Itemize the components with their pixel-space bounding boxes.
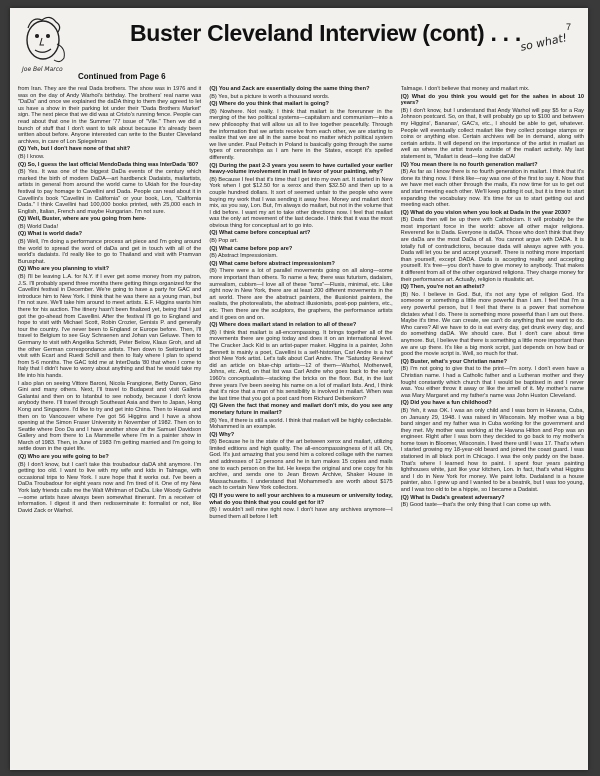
cartoon-face-logo bbox=[16, 14, 74, 86]
interview-answer: (B) I don't know, but I understand that Andy Warhol will pay $5 for a Ray Johnson postcard. So, on that, It will probably go up to $100 and between my Higgins', Bananas', GAC's, etc., I should be able to get, whatever. People will eventually collect mailart like they collect postage stamps or coins or anything else. Certain archives will be in demand, along with certain artists. It will depend on the importance of the artist in mailart as well as where the artist travels outside of the mailart activity. My last statement is, "Mailart is dead—long live daDA! bbox=[400, 107, 584, 160]
interview-answer: I also plan on seeing Vittore Baroni, Nicola Frangione, Betty Danon, Gino Gini and many others. Next, I'll travel to Budapest and visit Galleria Galantai and then on to Istanbul to see nobody, because I don't know anybody there. I'll travel through Southeast Asia and then to Japan, Hong Kong and Singapore. I'd like to try and get into China. Then to Hawaii and then on to Vancouver where I've got 56 Higgins and I have a show opening at the Simon Fraser University in November of 1982. Then on to Seattle where Doo Da and I have another show at the Samuel Davidson Gallery and from there to La Mammelle where I'm in a painter show in March of 1983. Then, in June of 1983 I'm getting married and I'm going to settle down in the quiet life. bbox=[18, 380, 202, 453]
title-dots: . . . bbox=[490, 20, 521, 46]
logo-signature: Joe Bel Marco bbox=[22, 66, 63, 73]
interview-question: (Q) Who are you wife going to be? bbox=[18, 454, 109, 461]
interview-question: (Q) If you were to sell your archives to a museum or university today, what do you think that you could get for it? bbox=[209, 493, 393, 506]
interview-answer: (B) No. I believe in God. But, it's not any type of religion God. It's someone or something a little more powerful than I am. I feel that I'm a very powerful person, but I feel that there is a power that somehow dictates what I do. There is something more powerful than I am out there. Maybe it's time. We can create, we can't do anything that we want to do. Who cares? All we have to do is eat every day, get drunk every day, and do something daDA. We should care. But I don't care about time anymore. But, I believe that there is something a little more important than we are up there. It's like a big monk script, just depends on how bad or good the movie script is. Well, so much for that. bbox=[400, 291, 584, 358]
interview-answer: (B) As far as I know there is no fourth generation in mailart. I think that it's done its thing now. I think like—ray was one of the first to say it. Now that we have met each other through the mails, it's now time for us to get out and start meeting each other. We'll keep putting it out, but it is time to start expanding the vocabulary now. It's time for us to start getting out and meeting each other. bbox=[400, 169, 584, 209]
interview-question: (Q) What came before pop are? bbox=[209, 245, 293, 252]
interview-answer: (B) Pop art. bbox=[209, 238, 238, 245]
interview-question: (Q) Given the fact that money and mailart don't mix, do you see any monetary future in mailart? bbox=[209, 403, 393, 416]
interview-answer: (B) Yes, but a picture is worth a thousand words. bbox=[209, 93, 330, 100]
column-1 bbox=[18, 86, 201, 762]
interview-answer: (B) World Dada! bbox=[18, 223, 58, 230]
column-3 bbox=[401, 86, 584, 762]
interview-answer: (B) I don't know, but I can't take this troubadour daDA shit anymore. I'm getting too old. I want to live with my wife and kids in Talmage, with occasional trips to New York. I sure hope that it works out. I've been a DaDa Troubadour for eight years now and I'm tired of it. One of my New York lady friends calls me the Walt Whitman of DaDa. Like Woody Guthrie—some artists have always been somewhat itinerant. I'm a receiver of information. I digest it and then redisseminate it: formalist or not, like David Zack or Warhol. bbox=[18, 461, 202, 514]
interview-question: (Q) So, I guess the last official MendoDada thing was InterDada '80? bbox=[18, 161, 199, 168]
interview-question: (Q) Who are you planning to visit? bbox=[18, 266, 110, 273]
interview-question: (Q) What do you vision when you look at Dada in the year 2030? bbox=[400, 209, 571, 216]
interview-question: (Q) What is world dada? bbox=[18, 231, 83, 238]
interview-answer: Talmage. I don't believe that money and mailart mix. bbox=[400, 86, 530, 92]
interview-answer: (B) I'll be leaving L.A. for N.Y. if I ever get some money from my patron, J.S. I'll probably spend three months there getting things organized for the Cavellini festival in December. We're going to have a party for GAC and introduce him to New York. I think that he was there as a young man, but I'm not sure. We'll take him around to meet artists. E.F. Higgins wants him there for his auction. The itinery hasn't been finalized yet, being that I just got the go-ahead from Cavellini. After the festival I'll go to England and hope to visit with Michael Scott, Robin Crozier, Genisis P. and generally tour the country. I've never been to England or Europe before. Then, I'll travel to Belgium to see Guy Schraenen and Johan van Geluwe. Then to Germany to visit with Angelika Schmidt, Peter Below, Klaus Groh, and all the other German correspondance artists. Then down to Switzerland to visit with Ecart and Ruedi Schill and then to Italy where I plan to spend from 5-6 months. The GAC told me at InterDada '80 that when I come to Italy that I didn't have to worry about anything and that he would take my life into his hands. bbox=[18, 274, 202, 379]
interview-question: (Q) Why? bbox=[209, 431, 235, 438]
interview-question: (Q) You mean there is no fourth generation mailart? bbox=[400, 161, 538, 168]
interview-answer: (B) Dada then will be up there with Catholicism. It will probably be the most important force in the world: above all other major religions. Reverend Ike is Dada. Everyone is daDA. Those who don't think that they are daDa are the most DaDa of all. You cannot argue with DADA. It is totally full of contradictions, because dada will always agree with you. Dada will let you be and accept yourself. There is nothing more important than yourself, except DADA. Dada is accepting reality and accepting yourself. It's free—you don't have to give money to anybody. That makes it different from all of the other organized religions. They charge money for their performance art. Actually, religion is ritualistic art. bbox=[400, 217, 584, 283]
interview-question: (Q) You and Zack are essentially doing the same thing then? bbox=[209, 86, 370, 92]
interview-answer: (B) Yeh, it was OK. I was an only child and I was born in Havana, Cuba, on January 29, 1948. I was raised in Wisconsin. My mother was a big band singer and my father was in Cuba working for the government and they met. My mother was working at the Havana Hilton and Pop was an engineer. Right after I was born they decided to go back to my mother's home town in Bloomer, Wisconsin. I lived there until I was 17. That's when I started growing my 18-year-old beard and joined the coast guard. I was stationed in all black port in Chicago. I was the only paddy on the base. That's where I learned how to paint. I spent four years painting lighthouses white, just like your kitchen, Lon. In fact, that's what Higgins and I do in New York for money. We paint lofts. Dadaland is a house painter, also. I grew up and I wanted to be a beatnik, but I was too young, and I was too old to be a hippie, so I became a Dadaist. bbox=[400, 407, 584, 494]
interview-question: (Q) Well, Buster, where are you going from here- bbox=[18, 216, 147, 223]
interview-answer: (B) Because I feel that it's time that I get into my own art. It started in New York when I got $12.50 for a xerox and then $32.50 and then up to a couple hundred dollars. It sort of seemed unfair to the people who were buying my work that I was sending it away free. Money and mailart don't mix, as you say, Lon. But, I'm always do mailart, but not in the volume that I did before. I want my art to take other directions now. I feel that mailart was the only art movement of the last decade. I think that it was the most obvious thing for conceptual art to go into. bbox=[209, 176, 393, 229]
interview-question: (Q) During the past 2-3 years you seem to have curtailed your earlier heavy-volume involvement in mail in favor of your painting, why? bbox=[209, 162, 393, 176]
interview-answer: (B) I think that mailart is all-encompassing. It brings together all of the movements there are going today and does it on an international level. The Cracker Jack Kid is an artist-paper maker. Higgins is a painter, John Bennett is mainly a poet, Cavellini is a self-historian, Carl Andre is a hot shot New York artist. Let's talk about Carl Andre. The "Saturday Review" did an article on blue-chip artists—12 of them—Warhol, Motherwell, Johns, etc. And, on that list was Carl Andre who goes back to the early 1960's conceptualists—stacking the bricks on the floor. But, in the last three years I've been seeing his name on a lot of mailart lists. And, I think that it's nice that a man of his sensibility is involved in mailart. When was the last time that you got a post card from Richard Deibenkorn? bbox=[209, 329, 393, 402]
interview-question: (Q) Where does mailart stand in relation to all of these? bbox=[209, 322, 357, 329]
interview-question: (Q) Yeh, but I don't have none of that shit? bbox=[18, 146, 131, 153]
interview-answer: (B) Yes, if there is still a world. I think that mailart will be highly collectable. Mohammed is an example. bbox=[209, 417, 393, 431]
interview-answer: (B) I'm not going to give that to the print—I'm sorry. I don't even have a Christian name. I had a Catholic father and a Lutheran mother and they fought constantly which church that I would be baptised in and I never was. You either throw it away or like the smell of it. My mother's name was Mary Margaret and my father's name was John Huston Cleveland. bbox=[400, 366, 584, 399]
magazine-page bbox=[10, 8, 588, 770]
interview-answer: (B) I know. bbox=[18, 153, 45, 160]
handwritten-scribble: so what! bbox=[519, 31, 569, 54]
interview-question: (Q) Where do you think that mailart is going? bbox=[209, 101, 329, 108]
interview-answer: (B) Good taste—that's the only thing that I can come up with. bbox=[400, 502, 552, 509]
interview-answer: (B) Because he is the state of the art between xerox and mailart, utilizing limited editions and high quality. The all-encompassingness of it all. Oh, God. It's just amazing that you send him a colored collage with the names and addresses of 12 persons and he in turn makes 15 copies and mails one to each person on the list. He keeps the original and one copy for his archive, and sends one to Jean Brown Archive, Shaker House in Massachusetts. I understand that Mohammed's are worth about $175 each to certain New York collectors. bbox=[209, 439, 393, 492]
interview-answer: (B) I wouldn't sell mine right now. I don't have any archives anymore—I burned them all before I left bbox=[209, 507, 393, 520]
title-text: Buster Cleveland Interview (cont) bbox=[130, 20, 485, 46]
interview-question: (Q) Did you have a fun childhood? bbox=[400, 400, 492, 407]
interview-question: (Q) Then, you're not an atheist? bbox=[400, 284, 485, 291]
article-columns bbox=[18, 86, 584, 762]
interview-answer: (B) Well, I'm doing a performance process art piece and I'm going around the world to spread the word of daDa and get in touch with all of the world's dadaists. I'd really like to go to Thailand and visit with Pramvan Burusphat. bbox=[18, 239, 202, 265]
interview-question: (Q) What came before abstract impressionism? bbox=[209, 260, 335, 267]
interview-answer: from Iran. They are the real Dada brothers. The show was in 1976 and it was on the day of Andy Warhol's birthday. The brothers' real name was "DaDa" and once we explained the daDA thing to them they agreed to let us have a show in their parking lot under their "Dada Brothers Market" sign. The next piece that we did was at Cristo's running fence. People can read about that one in the Summer '77 issue of "Vile." Then we did a bunch of stuff that I don't want to talk about because it's already been written about before. Anyone interested can write to the Buster Cleveland archives, in care of Lon Spiegelman bbox=[18, 86, 202, 145]
continued-note: Continued from Page 6 bbox=[78, 72, 166, 81]
interview-answer: (B) Abstract Impressionism. bbox=[209, 253, 278, 260]
interview-question: (Q) What came before conceptual art? bbox=[209, 230, 311, 237]
interview-question: (Q) What do you think you would get for the sahes in about 10 years? bbox=[400, 93, 584, 107]
interview-question: (Q) Buster, what's your Christian name? bbox=[400, 358, 508, 365]
column-2 bbox=[209, 86, 392, 762]
interview-question: (Q) What is Dada's greatest adversary? bbox=[400, 494, 505, 501]
interview-answer: (B) There were a lot of parallel movements going on all along—some more important than others. To name a few, there was futurism, dadaism, surrealism, cubism—I love all of these "isms"—Fluxis, minimal, etc. Like right now in New York, there are at least 200 different movements in the art world. There are the abstract painters, the illusionist painters, the realists, the photorealists, the abstract illusionists, post-pop painters, etc., etc. Then there are the sculptors, the graphers, the performance artists and it goes on and on. bbox=[209, 268, 393, 321]
page-number: 7 bbox=[566, 22, 572, 32]
article-title bbox=[130, 20, 521, 47]
interview-answer: (B) Nowhere. Not really. I think that mailart is the forerunner in the merging of the two political systems—capitalism and communism—into a new philosophy that will allow us all to live together peacefully. Through the information that we artists receive from each other, we are starting to realize that we are all in the same boat no matter which political system we live under. Paul Peitsch in Poland is basically going through the same types of censorships as I am here in the States, except it's spelled differently. bbox=[209, 108, 393, 161]
interview-answer: (B) Yes. It was one of the biggest DaDa events of the century which marked the birth of modern DaDA—art hardbenck Dadaists, mailartists, artists in general from around the world came to Ukiah for the four-day festival to pay homage to Cavellini and Dada. People can read about it in Cavellini's book "Cavellini in California" or your book, Lon, "California Dada." I think Cavellini had 100,000 books printed, with 25,000 each in English, Italian, French and maybe Hungarian. I'm not sure. bbox=[18, 169, 202, 215]
